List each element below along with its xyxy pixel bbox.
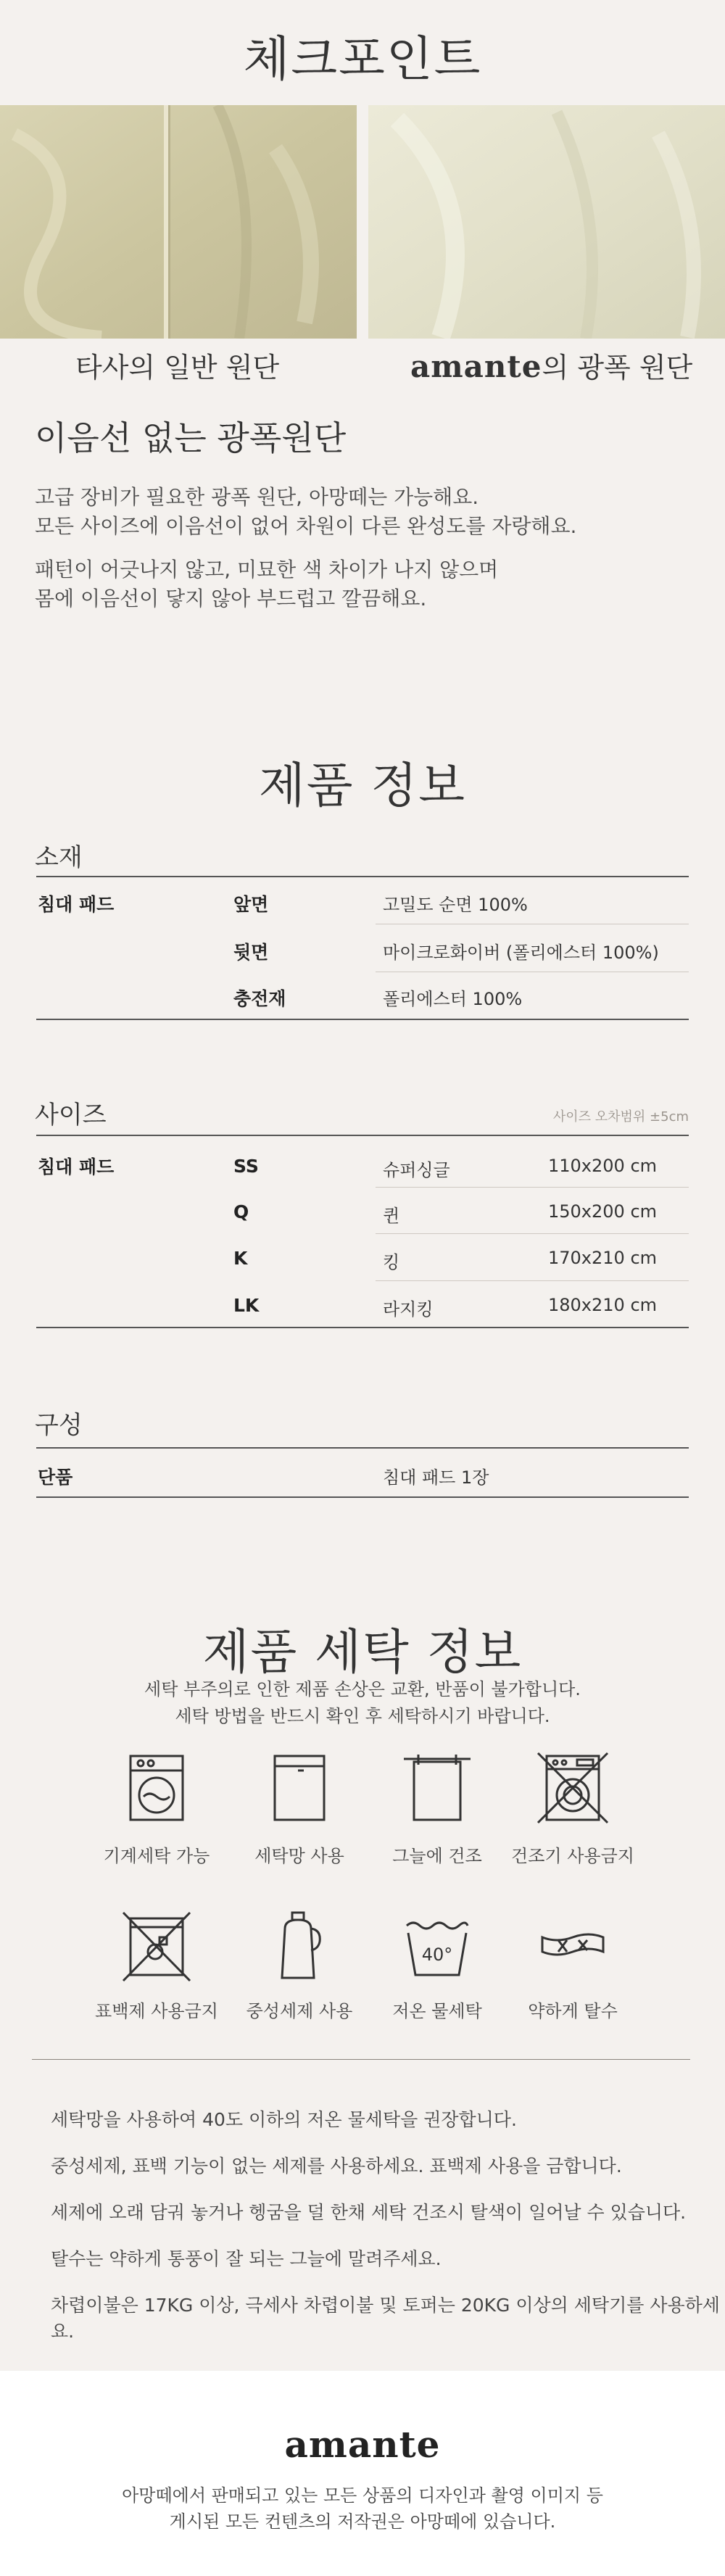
copyright-line: 게시된 모든 컨텐츠의 저작권은 아망떼에 있습니다. — [169, 2511, 556, 2532]
material-value: 마이크로화이버 (폴리에스터 100%) — [383, 943, 659, 963]
size-code: Q — [233, 1201, 249, 1222]
size-name: 라지킹 — [383, 1299, 434, 1320]
seamless-paragraph-2 — [35, 555, 498, 613]
material-item: 침대 패드 — [38, 894, 115, 915]
caption-competitor: 타사의 일반 원단 — [75, 352, 280, 384]
composition-item: 단품 — [38, 1467, 73, 1488]
divider — [36, 1327, 689, 1328]
competitor-fabric-photo — [0, 105, 357, 339]
neutral-detergent-icon — [263, 1910, 336, 1982]
material-label: 소재 — [35, 843, 83, 872]
seamless-heading: 이음선 없는 광폭원단 — [35, 418, 347, 457]
size-name: 킹 — [383, 1252, 400, 1272]
size-code: SS — [233, 1156, 259, 1177]
gentle-spin-icon — [536, 1910, 609, 1982]
wash-note: 탈수는 약하게 통풍이 잘 되는 그늘에 말려주세요. — [51, 2248, 442, 2269]
wash-icon-label: 표백제 사용금지 — [95, 2001, 218, 2021]
material-part: 뒷면 — [233, 942, 269, 963]
para-line: 몸에 이음선이 닿지 않아 부드럽고 깔끔해요. — [35, 587, 427, 610]
wash-icon-label: 중성세제 사용 — [246, 2001, 353, 2021]
material-part: 앞면 — [233, 894, 269, 915]
shade-dry-icon — [401, 1752, 473, 1824]
footer-brand-logo: amante — [284, 2423, 441, 2466]
material-value: 폴리에스터 100% — [383, 989, 523, 1009]
amante-fabric-photo — [368, 105, 725, 339]
size-dim: 170x210 cm — [548, 1248, 658, 1268]
divider — [36, 876, 689, 877]
copyright-line: 아망떼에서 판매되고 있는 모든 상품의 디자인과 촬영 이미지 등 — [122, 2485, 603, 2506]
brand-logo-text: amante — [410, 349, 542, 384]
size-dim: 180x210 cm — [548, 1295, 658, 1315]
size-dim: 150x200 cm — [548, 1201, 658, 1222]
composition-label: 구성 — [35, 1411, 83, 1440]
divider — [36, 1135, 689, 1136]
product-info-title: 제품 정보 — [258, 758, 466, 813]
no-bleach-icon — [120, 1910, 193, 1982]
size-dim: 110x200 cm — [548, 1156, 658, 1176]
para-line: 고급 장비가 필요한 광폭 원단, 아망떼는 가능해요. — [35, 485, 479, 509]
divider — [36, 1019, 689, 1020]
wash-subtitle — [0, 1676, 725, 1730]
divider — [36, 1447, 689, 1449]
checkpoint-title: 체크포인트 — [243, 31, 482, 87]
material-part: 충전재 — [233, 988, 286, 1009]
wash-icon-label: 그늘에 건조 — [392, 1846, 482, 1866]
wash-icon-label: 기계세탁 가능 — [103, 1846, 210, 1866]
footer — [0, 2371, 725, 2576]
wash-icon-label: 저온 물세탁 — [392, 2001, 482, 2021]
washing-machine-icon — [120, 1752, 193, 1824]
size-name: 슈퍼싱글 — [383, 1160, 450, 1180]
size-code: K — [233, 1248, 248, 1269]
para-line: 모든 사이즈에 이음선이 없어 차원이 다른 완성도를 자랑해요. — [35, 514, 577, 538]
composition-value: 침대 패드 1장 — [383, 1467, 489, 1488]
size-code: LK — [233, 1295, 260, 1316]
wash-icon-label: 약하게 탈수 — [528, 2001, 618, 2021]
wash-temp-label: 40° — [421, 1945, 453, 1965]
wash-icon-label: 세탁망 사용 — [254, 1846, 344, 1866]
copyright-notice — [0, 2482, 725, 2535]
size-tolerance-note: 사이즈 오차범위 ±5cm — [552, 1109, 689, 1125]
wash-note: 중성세제, 표백 기능이 없는 세제를 사용하세요. 표백제 사용을 금합니다. — [51, 2155, 622, 2177]
low-temp-wash-icon — [401, 1910, 473, 1982]
divider — [32, 2059, 690, 2060]
size-item: 침대 패드 — [38, 1156, 115, 1177]
caption-amante-suffix: 의 광폭 원단 — [542, 352, 693, 384]
divider — [376, 1280, 689, 1281]
wash-info-title: 제품 세탁 정보 — [202, 1624, 523, 1680]
divider — [376, 1233, 689, 1234]
divider — [36, 1496, 689, 1498]
wash-icon-label: 건조기 사용금지 — [511, 1846, 634, 1866]
size-name: 퀸 — [383, 1206, 400, 1226]
seamless-paragraph-1 — [35, 483, 576, 541]
wash-subtitle-line: 세탁 부주의로 인한 제품 손상은 교환, 반품이 불가합니다. — [144, 1679, 581, 1699]
caption-amante — [410, 345, 692, 385]
wash-note: 세탁망을 사용하여 40도 이하의 저온 물세탁을 권장합니다. — [51, 2109, 517, 2130]
wash-subtitle-line: 세탁 방법을 반드시 확인 후 세탁하시기 바랍니다. — [175, 1706, 550, 1726]
wash-note: 세제에 오래 담궈 놓거나 헹굼을 덜 한채 세탁 건조시 탈색이 일어날 수 있습니다. — [51, 2202, 687, 2223]
no-dryer-icon — [536, 1752, 609, 1824]
material-value: 고밀도 순면 100% — [383, 895, 528, 915]
para-line: 패턴이 어긋나지 않고, 미묘한 색 차이가 나지 않으며 — [35, 558, 499, 581]
size-label: 사이즈 — [35, 1101, 107, 1130]
laundry-net-icon — [263, 1752, 336, 1824]
wash-note: 차렵이불은 17KG 이상, 극세사 차렵이불 및 토퍼는 20KG 이상의 세탁기를 사용하세요. — [51, 2295, 720, 2342]
divider — [376, 1187, 689, 1188]
